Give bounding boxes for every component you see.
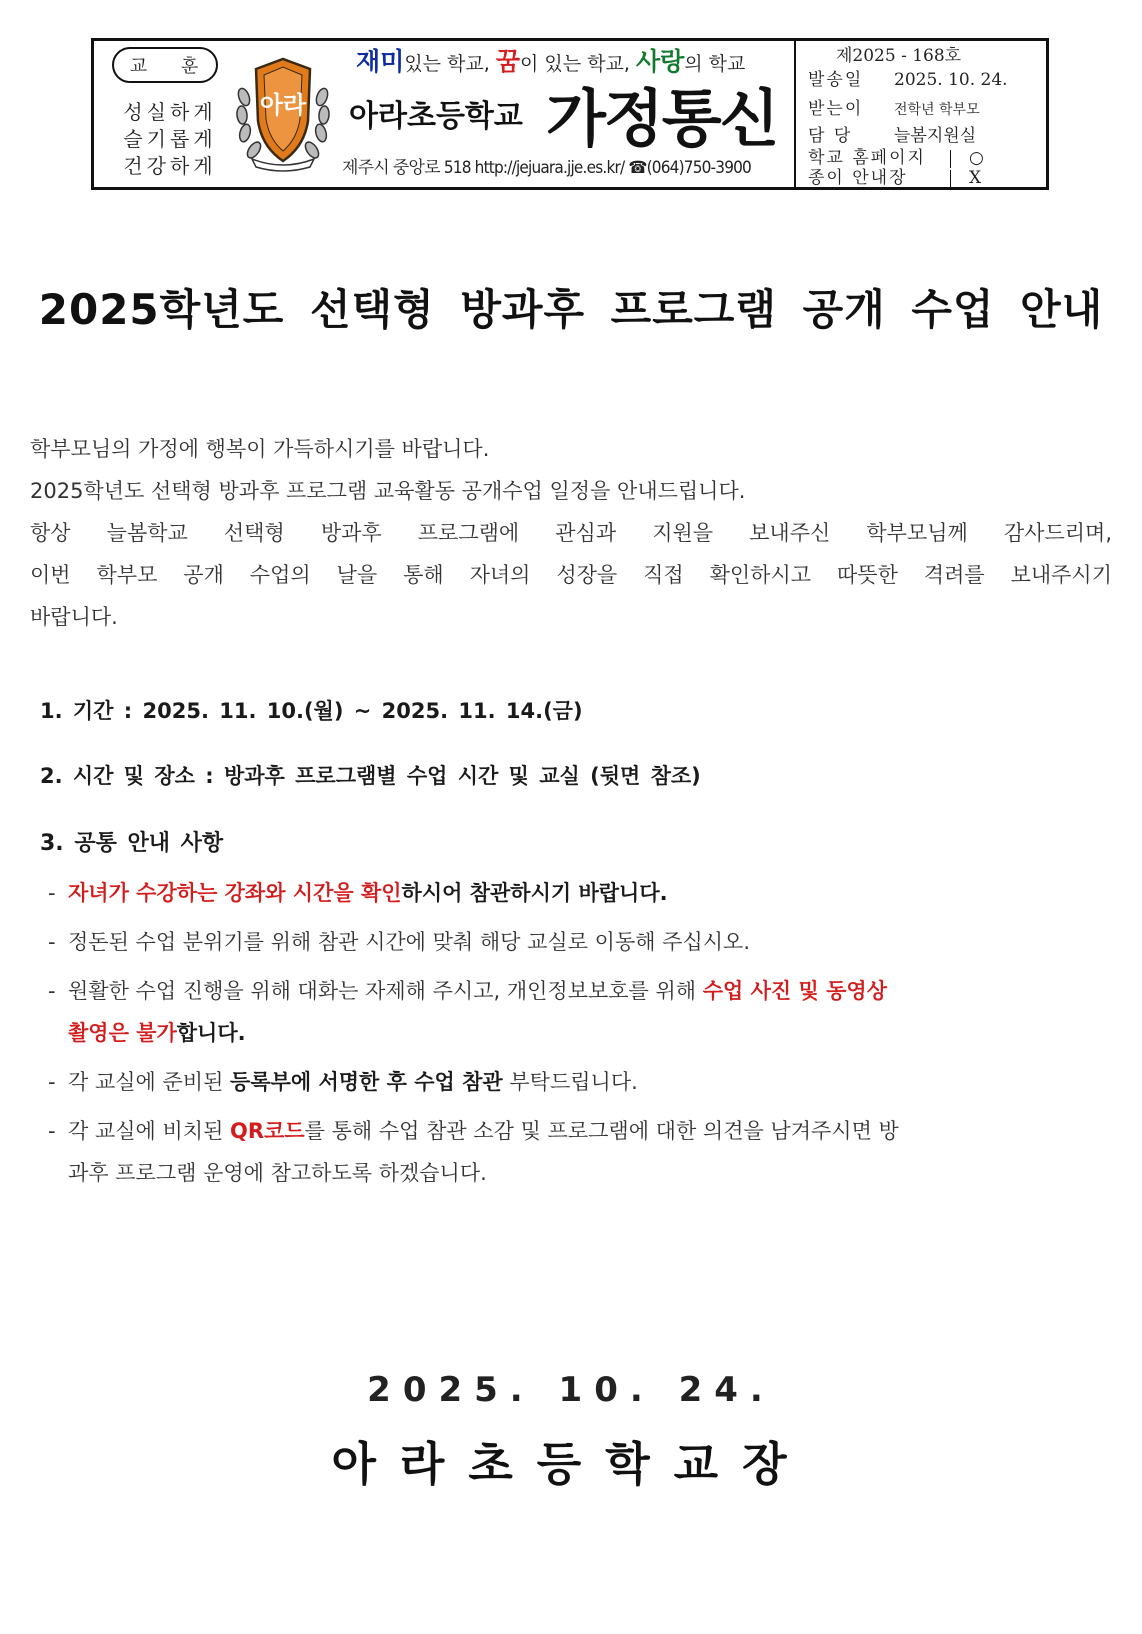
newsletter-name: 가정통신 <box>546 82 778 155</box>
send-date-value: 2025. 10. 24. <box>894 70 1008 90</box>
manager-value: 늘봄지원실 <box>894 126 977 146</box>
school-motto <box>102 45 238 185</box>
notice-3-highlight-1: 수업 사진 및 동영상 <box>702 979 887 1003</box>
slogan-keyword-dream: 꿈 <box>495 47 521 76</box>
footer-date: 2025. 10. 24. <box>367 1370 775 1410</box>
paper-notice-row <box>808 163 981 188</box>
paper-notice-mark: X <box>969 168 982 188</box>
bullet-dash: - <box>48 881 56 905</box>
notice-4-bold: 등록부에 서명한 후 수업 참관 <box>230 1070 503 1094</box>
principal-signature: 아라초등학교장 <box>331 1437 811 1491</box>
school-name: 아라초등학교 <box>349 99 523 134</box>
notice-item-5 <box>48 1110 1112 1194</box>
send-date-row <box>808 65 1008 90</box>
slogan-text-3: 의 학교 <box>684 53 746 75</box>
newsletter-masthead <box>91 38 1049 190</box>
intro-line-3: 항상 늘봄학교 선택형 방과후 프로그램에 관심과 지원을 보내주신 학부모님께 감사드리며, <box>30 521 1112 545</box>
paper-notice-label: 종이 안내장 <box>808 168 908 188</box>
notice-5-text: 를 통해 수업 참관 소감 및 프로그램에 대한 의견을 남겨주시면 방 <box>304 1119 899 1143</box>
motto-line-2: 슬기롭게 <box>123 127 217 151</box>
slogan-keyword-love: 사랑 <box>635 47 685 76</box>
notice-2-text: 정돈된 수업 분위기를 위해 참관 시간에 맞춰 해당 교실로 이동해 주십시오. <box>68 930 751 954</box>
notice-5-pre: 각 교실에 비치된 <box>68 1119 231 1143</box>
intro-paragraph <box>30 428 1112 638</box>
issue-info <box>794 41 1046 187</box>
bullet-dash: - <box>48 930 56 954</box>
slogan-text-1: 있는 학교, <box>404 53 496 75</box>
notice-3-end: 합니다. <box>176 1021 246 1045</box>
recipient-label: 받는이 <box>808 99 864 119</box>
issue-number: 제2025 - 168호 <box>836 46 962 66</box>
notice-item-2 <box>48 921 1112 963</box>
recipient-row <box>808 94 980 119</box>
recipient-value: 전학년 학부모 <box>894 102 980 118</box>
notice-4-pre: 각 교실에 준비된 <box>68 1070 231 1094</box>
homepage-mark: ○ <box>969 148 984 168</box>
manager-label: 담 당 <box>808 126 853 146</box>
bullet-dash: - <box>48 1119 56 1143</box>
notice-3-text: 원활한 수업 진행을 위해 대화는 자제해 주시고, 개인정보보호를 위해 <box>68 979 703 1003</box>
notice-1-text: 하시어 참관하시기 바랍니다. <box>401 881 668 905</box>
notice-heading: 3. 공통 안내 사항 <box>40 831 224 856</box>
school-address: 제주시 중앙로 518 http://jejuara.jje.es.kr/ ☎(064)750-3900 <box>342 158 751 178</box>
motto-badge: 교 훈 <box>112 47 218 83</box>
notice-item-1 <box>48 872 1112 914</box>
notice-5-text-cont: 과후 프로그램 운영에 참고하도록 하겠습니다. <box>68 1161 487 1185</box>
notice-5-qr-highlight: QR코드 <box>230 1119 305 1143</box>
intro-line-2: 2025학년도 선택형 방과후 프로그램 교육활동 공개수업 일정을 안내드립니다. <box>30 479 746 503</box>
school-emblem-icon <box>234 55 332 173</box>
notice-4-post: 부탁드립니다. <box>502 1070 638 1094</box>
document-title: 2025학년도 선택형 방과후 프로그램 공개 수업 안내 <box>38 285 1104 334</box>
slogan-text-2: 이 있는 학교, <box>520 53 636 75</box>
slogan-keyword-fun: 재미 <box>356 47 405 76</box>
notice-1-highlight: 자녀가 수강하는 강좌와 시간을 확인 <box>68 881 402 905</box>
notice-3-highlight-2: 촬영은 불가 <box>68 1021 177 1045</box>
motto-line-1: 성실하게 <box>123 100 217 124</box>
intro-line-5: 바랍니다. <box>30 605 118 629</box>
intro-line-4: 이번 학부모 공개 수업의 날을 통해 자녀의 성장을 직접 확인하시고 따뜻한 격려를 보내주시기 <box>30 563 1112 587</box>
motto-line-3: 건강하게 <box>123 154 217 178</box>
notice-item-4 <box>48 1061 1112 1103</box>
notice-list <box>48 872 1112 1201</box>
intro-line-1: 학부모님의 가정에 행복이 가득하시기를 바랍니다. <box>30 437 490 461</box>
homepage-label: 학교 홈페이지 <box>808 148 926 168</box>
period-item: 1. 기간 : 2025. 11. 10.(월) ~ 2025. 11. 14.(금) <box>40 699 583 723</box>
time-place-item: 2. 시간 및 장소 : 방과후 프로그램별 수업 시간 및 교실 (뒷면 참조) <box>40 764 701 788</box>
bullet-dash: - <box>48 1070 56 1094</box>
notice-item-3 <box>48 970 1112 1054</box>
bullet-dash: - <box>48 979 56 1003</box>
emblem-text: 아라 <box>259 91 307 119</box>
send-date-label: 발송일 <box>808 70 864 90</box>
motto-lines <box>106 99 234 180</box>
